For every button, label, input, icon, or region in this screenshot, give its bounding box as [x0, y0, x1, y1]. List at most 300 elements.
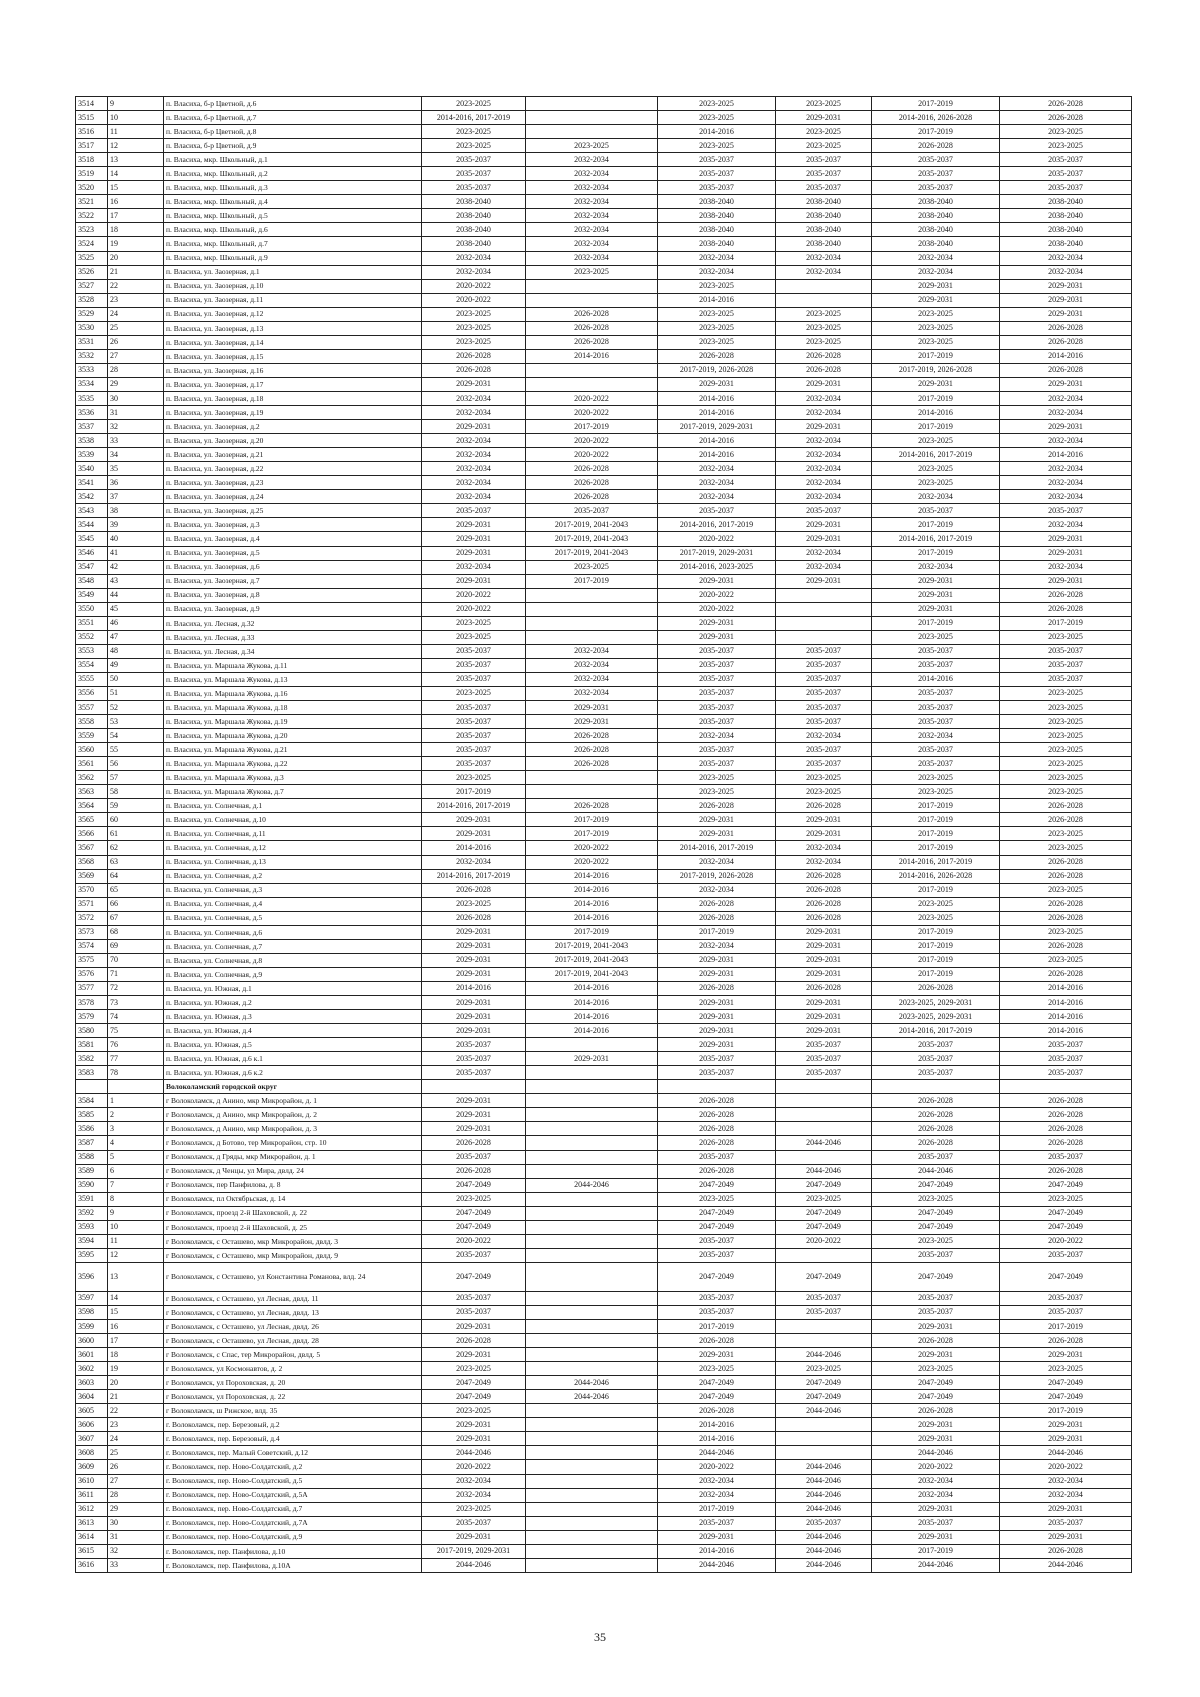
table-row — [76, 1192, 1132, 1206]
period-cell-6: 2026-2028 — [1000, 1164, 1132, 1178]
local-number-cell: 16 — [108, 1319, 164, 1333]
period-cell-2 — [526, 1122, 658, 1136]
period-cell-2: 2026-2028 — [526, 462, 658, 476]
period-cell-5: 2038-2040 — [872, 237, 1000, 251]
period-cell-3: 2014-2016 — [658, 434, 776, 448]
row-number-cell: 3563 — [76, 785, 108, 799]
address-cell: г Волоколамск, д Ченцы, ул Мира, двлд. 24 — [164, 1164, 422, 1178]
local-number-cell: 28 — [108, 363, 164, 377]
period-cell-5: 2032-2034 — [872, 1488, 1000, 1502]
local-number-cell: 19 — [108, 237, 164, 251]
period-cell-1: 2038-2040 — [422, 223, 526, 237]
period-cell-1: 2023-2025 — [422, 125, 526, 139]
period-cell-5: 2032-2034 — [872, 560, 1000, 574]
period-cell-2 — [526, 1192, 658, 1206]
local-number-cell: 37 — [108, 490, 164, 504]
period-cell-3: 2026-2028 — [658, 1108, 776, 1122]
address-cell: г Волоколамск, с Осташево, мкр Микрорайон, двлд. 3 — [164, 1234, 422, 1248]
address-cell: г Волоколамск, с Осташево, мкр Микрорайон, двлд. 9 — [164, 1248, 422, 1262]
period-cell-2 — [526, 771, 658, 785]
period-cell-2: 2032-2034 — [526, 167, 658, 181]
row-number-cell: 3550 — [76, 602, 108, 616]
address-cell: п. Власиха, ул. Солнечная, д.10 — [164, 813, 422, 827]
period-cell-1: 2035-2037 — [422, 658, 526, 672]
table-row — [76, 1390, 1132, 1404]
period-cell-6: 2035-2037 — [1000, 1052, 1132, 1066]
period-cell-3: 2017-2019, 2029-2031 — [658, 546, 776, 560]
period-cell-1: 2020-2022 — [422, 1234, 526, 1248]
period-cell-1: 2035-2037 — [422, 1516, 526, 1530]
period-cell-2: 2032-2034 — [526, 251, 658, 265]
table-row — [76, 1474, 1132, 1488]
period-cell-1: 2035-2037 — [422, 644, 526, 658]
row-number-cell: 3529 — [76, 307, 108, 321]
period-cell-2 — [526, 1038, 658, 1052]
table-row — [76, 265, 1132, 279]
address-cell: г. Волоколамск, пер. Малый Советский, д.12 — [164, 1446, 422, 1460]
local-number-cell: 19 — [108, 1362, 164, 1376]
period-cell-5: 2023-2025 — [872, 462, 1000, 476]
period-cell-1: 2047-2049 — [422, 1376, 526, 1390]
table-row — [76, 602, 1132, 616]
period-cell-4 — [776, 602, 872, 616]
table-row — [76, 1418, 1132, 1432]
period-cell-3: 2032-2034 — [658, 265, 776, 279]
table-row — [76, 701, 1132, 715]
row-number-cell: 3614 — [76, 1530, 108, 1544]
row-number-cell: 3572 — [76, 911, 108, 925]
period-cell-6: 2026-2028 — [1000, 321, 1132, 335]
period-cell-6: 2035-2037 — [1000, 167, 1132, 181]
period-cell-1: 2020-2022 — [422, 588, 526, 602]
address-cell: п. Власиха, ул. Маршала Жукова, д.11 — [164, 658, 422, 672]
period-cell-6: 2035-2037 — [1000, 1305, 1132, 1319]
period-cell-5: 2035-2037 — [872, 1052, 1000, 1066]
period-cell-1: 2026-2028 — [422, 911, 526, 925]
period-cell-6: 2029-2031 — [1000, 1432, 1132, 1446]
period-cell-4: 2023-2025 — [776, 1362, 872, 1376]
address-cell: г Волоколамск, д Ботово, тер Микрорайон, стр. 10 — [164, 1136, 422, 1150]
period-cell-6: 2026-2028 — [1000, 855, 1132, 869]
period-cell-4: 2023-2025 — [776, 771, 872, 785]
period-cell-2: 2023-2025 — [526, 265, 658, 279]
row-number-cell: 3558 — [76, 715, 108, 729]
address-cell: п. Власиха, ул. Солнечная, д.9 — [164, 967, 422, 981]
address-cell: Волоколамский городской округ — [164, 1080, 422, 1094]
row-number-cell: 3598 — [76, 1305, 108, 1319]
period-cell-6: 2023-2025 — [1000, 686, 1132, 700]
period-cell-1: 2029-2031 — [422, 953, 526, 967]
table-row — [76, 1150, 1132, 1164]
address-cell: п. Власиха, б-р Цветной, д.6 — [164, 97, 422, 111]
period-cell-4: 2023-2025 — [776, 335, 872, 349]
table-row — [76, 1262, 1132, 1291]
period-cell-3: 2035-2037 — [658, 715, 776, 729]
period-cell-6: 2032-2034 — [1000, 518, 1132, 532]
table-row — [76, 1052, 1132, 1066]
table-row — [76, 237, 1132, 251]
period-cell-6: 2032-2034 — [1000, 434, 1132, 448]
address-cell: г Волоколамск, с Спас, тер Микрорайон, двлд. 5 — [164, 1348, 422, 1362]
period-cell-6: 2014-2016 — [1000, 1024, 1132, 1038]
table-row — [76, 1376, 1132, 1390]
period-cell-6: 2026-2028 — [1000, 1108, 1132, 1122]
table-row — [76, 335, 1132, 349]
table-row — [76, 785, 1132, 799]
local-number-cell: 14 — [108, 1291, 164, 1305]
table-row — [76, 1502, 1132, 1516]
address-cell: п. Власиха, ул. Солнечная, д.6 — [164, 925, 422, 939]
period-cell-2 — [526, 1432, 658, 1446]
period-cell-1: 2032-2034 — [422, 391, 526, 405]
period-cell-1: 2029-2031 — [422, 546, 526, 560]
address-cell: п. Власиха, б-р Цветной, д.7 — [164, 111, 422, 125]
period-cell-2: 2014-2016 — [526, 349, 658, 363]
period-cell-3: 2026-2028 — [658, 1136, 776, 1150]
period-cell-3: 2023-2025 — [658, 771, 776, 785]
period-cell-5: 2035-2037 — [872, 701, 1000, 715]
period-cell-5: 2038-2040 — [872, 223, 1000, 237]
address-cell: г Волоколамск, с Осташево, ул Лесная, двлд. 11 — [164, 1291, 422, 1305]
local-number-cell: 54 — [108, 729, 164, 743]
period-cell-2: 2032-2034 — [526, 644, 658, 658]
period-cell-6: 2029-2031 — [1000, 1502, 1132, 1516]
period-cell-3: 2038-2040 — [658, 237, 776, 251]
period-cell-6: 2029-2031 — [1000, 546, 1132, 560]
table-row — [76, 1305, 1132, 1319]
local-number-cell: 40 — [108, 532, 164, 546]
period-cell-6: 2023-2025 — [1000, 715, 1132, 729]
period-cell-5: 2035-2037 — [872, 686, 1000, 700]
address-cell: п. Власиха, ул. Заозерная, д.18 — [164, 391, 422, 405]
period-cell-4: 2032-2034 — [776, 434, 872, 448]
address-cell: г Волоколамск, ул Пороховская, д. 20 — [164, 1376, 422, 1390]
period-cell-4: 2035-2037 — [776, 167, 872, 181]
local-number-cell: 47 — [108, 630, 164, 644]
row-number-cell: 3543 — [76, 504, 108, 518]
row-number-cell: 3588 — [76, 1150, 108, 1164]
period-cell-6: 2032-2034 — [1000, 1474, 1132, 1488]
period-cell-4: 2035-2037 — [776, 1516, 872, 1530]
period-cell-2 — [526, 602, 658, 616]
period-cell-6: 2020-2022 — [1000, 1234, 1132, 1248]
period-cell-2 — [526, 1319, 658, 1333]
period-cell-3: 2014-2016 — [658, 448, 776, 462]
period-cell-3: 2035-2037 — [658, 757, 776, 771]
period-cell-4: 2026-2028 — [776, 981, 872, 995]
row-number-cell: 3527 — [76, 279, 108, 293]
row-number-cell: 3608 — [76, 1446, 108, 1460]
row-number-cell: 3587 — [76, 1136, 108, 1150]
period-cell-3: 2035-2037 — [658, 701, 776, 715]
period-cell-5: 2014-2016 — [872, 406, 1000, 420]
local-number-cell: 18 — [108, 223, 164, 237]
period-cell-2: 2044-2046 — [526, 1376, 658, 1390]
table-row — [76, 560, 1132, 574]
period-cell-6: 2032-2034 — [1000, 251, 1132, 265]
period-cell-3: 2014-2016 — [658, 391, 776, 405]
table-row — [76, 729, 1132, 743]
row-number-cell: 3566 — [76, 827, 108, 841]
period-cell-3: 2029-2031 — [658, 996, 776, 1010]
row-number-cell: 3526 — [76, 265, 108, 279]
table-row — [76, 111, 1132, 125]
local-number-cell: 74 — [108, 1010, 164, 1024]
period-cell-4: 2035-2037 — [776, 181, 872, 195]
table-row — [76, 462, 1132, 476]
period-cell-1: 2035-2037 — [422, 1038, 526, 1052]
period-cell-4: 2035-2037 — [776, 686, 872, 700]
table-row — [76, 996, 1132, 1010]
period-cell-3: 2014-2016, 2023-2025 — [658, 560, 776, 574]
table-row — [76, 293, 1132, 307]
table-row — [76, 1024, 1132, 1038]
period-cell-6: 2020-2022 — [1000, 1460, 1132, 1474]
period-cell-5: 2035-2037 — [872, 1305, 1000, 1319]
row-number-cell: 3573 — [76, 925, 108, 939]
period-cell-1: 2023-2025 — [422, 686, 526, 700]
period-cell-3: 2014-2016 — [658, 1432, 776, 1446]
period-cell-5: 2035-2037 — [872, 658, 1000, 672]
period-cell-3: 2020-2022 — [658, 532, 776, 546]
row-number-cell: 3599 — [76, 1319, 108, 1333]
address-cell: п. Власиха, ул. Маршала Жукова, д.19 — [164, 715, 422, 729]
period-cell-1: 2020-2022 — [422, 293, 526, 307]
table-row — [76, 1136, 1132, 1150]
period-cell-3: 2023-2025 — [658, 1362, 776, 1376]
period-cell-2 — [526, 1334, 658, 1348]
row-number-cell: 3554 — [76, 658, 108, 672]
period-cell-5: 2035-2037 — [872, 167, 1000, 181]
period-cell-4: 2026-2028 — [776, 869, 872, 883]
local-number-cell: 29 — [108, 1502, 164, 1516]
period-cell-3: 2023-2025 — [658, 111, 776, 125]
table-row — [76, 1446, 1132, 1460]
period-cell-6: 2029-2031 — [1000, 307, 1132, 321]
table-body — [76, 97, 1132, 1573]
period-cell-4: 2029-2031 — [776, 420, 872, 434]
period-cell-2: 2020-2022 — [526, 391, 658, 405]
period-cell-1: 2035-2037 — [422, 715, 526, 729]
period-cell-5: 2014-2016, 2017-2019 — [872, 448, 1000, 462]
period-cell-1: 2023-2025 — [422, 139, 526, 153]
period-cell-5 — [872, 1080, 1000, 1094]
period-cell-4 — [776, 1432, 872, 1446]
address-cell: п. Власиха, ул. Солнечная, д.1 — [164, 799, 422, 813]
period-cell-2: 2044-2046 — [526, 1178, 658, 1192]
period-cell-1: 2029-2031 — [422, 1319, 526, 1333]
table-row — [76, 363, 1132, 377]
period-cell-2: 2017-2019 — [526, 574, 658, 588]
table-row — [76, 321, 1132, 335]
period-cell-2: 2017-2019, 2041-2043 — [526, 953, 658, 967]
row-number-cell: 3604 — [76, 1390, 108, 1404]
period-cell-2 — [526, 1348, 658, 1362]
table-row — [76, 897, 1132, 911]
table-row — [76, 1544, 1132, 1558]
period-cell-6: 2026-2028 — [1000, 97, 1132, 111]
address-cell: п. Власиха, ул. Заозерная, д.16 — [164, 363, 422, 377]
row-number-cell: 3577 — [76, 981, 108, 995]
period-cell-1: 2014-2016 — [422, 841, 526, 855]
table-row — [76, 911, 1132, 925]
period-cell-5: 2038-2040 — [872, 209, 1000, 223]
period-cell-2 — [526, 1362, 658, 1376]
period-cell-4: 2044-2046 — [776, 1530, 872, 1544]
period-cell-1: 2029-2031 — [422, 377, 526, 391]
period-cell-3: 2029-2031 — [658, 827, 776, 841]
table-row — [76, 532, 1132, 546]
local-number-cell: 41 — [108, 546, 164, 560]
local-number-cell: 26 — [108, 1460, 164, 1474]
period-cell-1: 2035-2037 — [422, 757, 526, 771]
table-row — [76, 827, 1132, 841]
period-cell-3: 2029-2031 — [658, 1010, 776, 1024]
repair-schedule-table — [75, 96, 1132, 1573]
period-cell-6: 2026-2028 — [1000, 813, 1132, 827]
row-number-cell: 3583 — [76, 1066, 108, 1080]
period-cell-4: 2029-2031 — [776, 377, 872, 391]
period-cell-4: 2035-2037 — [776, 672, 872, 686]
local-number-cell: 21 — [108, 1390, 164, 1404]
address-cell: п. Власиха, ул. Заозерная, д.6 — [164, 560, 422, 574]
local-number-cell: 2 — [108, 1108, 164, 1122]
table-row — [76, 1108, 1132, 1122]
table-row — [76, 504, 1132, 518]
period-cell-5: 2029-2031 — [872, 1418, 1000, 1432]
period-cell-6: 2029-2031 — [1000, 1530, 1132, 1544]
local-number-cell: 18 — [108, 1348, 164, 1362]
period-cell-6: 2026-2028 — [1000, 799, 1132, 813]
period-cell-3: 2014-2016, 2017-2019 — [658, 841, 776, 855]
period-cell-5: 2017-2019 — [872, 953, 1000, 967]
period-cell-5: 2035-2037 — [872, 644, 1000, 658]
period-cell-4: 2029-2031 — [776, 967, 872, 981]
period-cell-3: 2029-2031 — [658, 1530, 776, 1544]
local-number-cell: 48 — [108, 644, 164, 658]
period-cell-6: 2014-2016 — [1000, 349, 1132, 363]
period-cell-3: 2020-2022 — [658, 588, 776, 602]
period-cell-6: 2035-2037 — [1000, 1516, 1132, 1530]
row-number-cell: 3584 — [76, 1094, 108, 1108]
period-cell-1: 2014-2016, 2017-2019 — [422, 111, 526, 125]
period-cell-3: 2017-2019, 2029-2031 — [658, 420, 776, 434]
period-cell-2: 2032-2034 — [526, 181, 658, 195]
period-cell-4: 2047-2049 — [776, 1178, 872, 1192]
period-cell-4: 2044-2046 — [776, 1488, 872, 1502]
period-cell-6: 2035-2037 — [1000, 644, 1132, 658]
address-cell: п. Власиха, мкр. Школьный, д.3 — [164, 181, 422, 195]
period-cell-2: 2017-2019 — [526, 925, 658, 939]
period-cell-5: 2017-2019 — [872, 420, 1000, 434]
period-cell-6: 2023-2025 — [1000, 827, 1132, 841]
period-cell-1: 2032-2034 — [422, 476, 526, 490]
period-cell-6: 2026-2028 — [1000, 897, 1132, 911]
table-row — [76, 1066, 1132, 1080]
period-cell-5: 2032-2034 — [872, 490, 1000, 504]
table-row — [76, 518, 1132, 532]
local-number-cell: 33 — [108, 434, 164, 448]
address-cell: п. Власиха, ул. Заозерная, д.13 — [164, 321, 422, 335]
period-cell-5: 2035-2037 — [872, 1516, 1000, 1530]
period-cell-4: 2047-2049 — [776, 1376, 872, 1390]
period-cell-1: 2035-2037 — [422, 153, 526, 167]
local-number-cell: 13 — [108, 1262, 164, 1291]
local-number-cell: 25 — [108, 1446, 164, 1460]
local-number-cell: 15 — [108, 181, 164, 195]
local-number-cell: 45 — [108, 602, 164, 616]
table-row — [76, 1291, 1132, 1305]
period-cell-5: 2047-2049 — [872, 1206, 1000, 1220]
local-number-cell: 66 — [108, 897, 164, 911]
address-cell: п. Власиха, ул. Заозерная, д.23 — [164, 476, 422, 490]
period-cell-4: 2023-2025 — [776, 785, 872, 799]
table-row — [76, 251, 1132, 265]
address-cell: п. Власиха, ул. Маршала Жукова, д.13 — [164, 672, 422, 686]
local-number-cell: 56 — [108, 757, 164, 771]
address-cell: п. Власиха, ул. Заозерная, д.3 — [164, 518, 422, 532]
row-number-cell: 3533 — [76, 363, 108, 377]
period-cell-1: 2023-2025 — [422, 1192, 526, 1206]
period-cell-2: 2026-2028 — [526, 729, 658, 743]
period-cell-3: 2023-2025 — [658, 139, 776, 153]
local-number-cell: 34 — [108, 448, 164, 462]
row-number-cell: 3562 — [76, 771, 108, 785]
row-number-cell: 3539 — [76, 448, 108, 462]
period-cell-4: 2035-2037 — [776, 153, 872, 167]
period-cell-5: 2023-2025 — [872, 1362, 1000, 1376]
period-cell-4: 2029-2031 — [776, 1024, 872, 1038]
period-cell-2: 2029-2031 — [526, 715, 658, 729]
period-cell-4: 2029-2031 — [776, 925, 872, 939]
period-cell-1: 2014-2016, 2017-2019 — [422, 799, 526, 813]
period-cell-6: 2023-2025 — [1000, 139, 1132, 153]
period-cell-5: 2017-2019 — [872, 841, 1000, 855]
period-cell-5: 2035-2037 — [872, 181, 1000, 195]
period-cell-4: 2029-2031 — [776, 939, 872, 953]
row-number-cell: 3605 — [76, 1404, 108, 1418]
local-number-cell: 62 — [108, 841, 164, 855]
period-cell-4: 2032-2034 — [776, 406, 872, 420]
period-cell-4: 2044-2046 — [776, 1164, 872, 1178]
period-cell-5: 2047-2049 — [872, 1390, 1000, 1404]
period-cell-1: 2035-2037 — [422, 181, 526, 195]
period-cell-2: 2014-2016 — [526, 883, 658, 897]
period-cell-3: 2026-2028 — [658, 981, 776, 995]
row-number-cell: 3612 — [76, 1502, 108, 1516]
period-cell-6: 2026-2028 — [1000, 363, 1132, 377]
period-cell-3: 2023-2025 — [658, 785, 776, 799]
period-cell-4: 2047-2049 — [776, 1390, 872, 1404]
period-cell-6 — [1000, 1080, 1132, 1094]
period-cell-6: 2026-2028 — [1000, 602, 1132, 616]
period-cell-2 — [526, 363, 658, 377]
period-cell-3: 2029-2031 — [658, 1038, 776, 1052]
row-number-cell: 3530 — [76, 321, 108, 335]
period-cell-3: 2026-2028 — [658, 349, 776, 363]
period-cell-2 — [526, 1150, 658, 1164]
local-number-cell: 12 — [108, 139, 164, 153]
period-cell-2: 2020-2022 — [526, 841, 658, 855]
local-number-cell: 71 — [108, 967, 164, 981]
period-cell-3: 2035-2037 — [658, 504, 776, 518]
period-cell-2: 2014-2016 — [526, 996, 658, 1010]
row-number-cell: 3586 — [76, 1122, 108, 1136]
local-number-cell: 29 — [108, 377, 164, 391]
period-cell-2 — [526, 1544, 658, 1558]
period-cell-4: 2035-2037 — [776, 504, 872, 518]
period-cell-2 — [526, 785, 658, 799]
